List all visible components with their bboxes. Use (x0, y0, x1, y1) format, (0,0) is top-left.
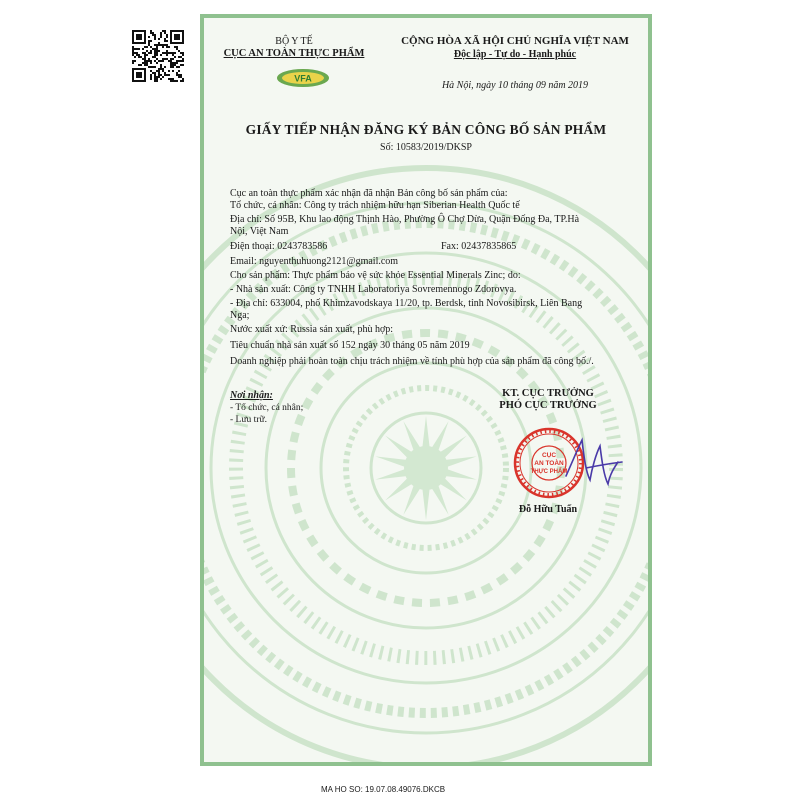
recipient-item: - Lưu trữ. (230, 415, 267, 425)
svg-text:AN TOÀN: AN TOÀN (534, 460, 564, 467)
signature-title-1: KT. CỤC TRƯỞNG (502, 388, 594, 399)
svg-text:CỤC: CỤC (541, 452, 557, 459)
recipient-item: - Tổ chức, cá nhân; (230, 403, 304, 413)
address-line-1: Địa chỉ: Số 95B, Khu lao động Thịnh Hào, Phường Ô Chợ Dừa, Quận Đống Đa, TP.Hà (230, 214, 580, 225)
manufacturer-address-line-2: Nga; (230, 310, 250, 321)
responsibility-line: Doanh nghiệp phải hoàn toàn chịu trách nhiệm về tính phù hợp của sản phẩm đã công bố./. (230, 356, 594, 367)
signature-title-2: PHÓ CỤC TRƯỞNG (499, 400, 597, 411)
signer-name: Đỗ Hữu Tuấn (518, 504, 578, 515)
vfa-logo-icon (276, 68, 330, 88)
place-date: Hà Nội, ngày 10 tháng 09 năm 2019 (441, 80, 589, 91)
dossier-code: MA HO SO: 19.07.08.49076.DKCB (321, 785, 446, 794)
intro-line: Cục an toàn thực phẩm xác nhận đã nhận Bản công bố sản phẩm của: (230, 188, 508, 199)
document-title: GIẤY TIẾP NHẬN ĐĂNG KÝ BẢN CÔNG BỐ SẢN PHẨM (245, 122, 607, 137)
fax-line: Fax: 02437835865 (441, 241, 517, 252)
country-name: CỘNG HÒA XÃ HỘI CHỦ NGHĨA VIỆT NAM (401, 35, 629, 47)
national-motto: Độc lập - Tự do - Hạnh phúc (453, 49, 577, 60)
email-line: Email: nguyenthuhuong2121@gmail.com (230, 256, 399, 267)
svg-text:VFA: VFA (294, 73, 312, 84)
origin-line: Nước xuất xứ: Russia sản xuất, phù hợp: (230, 324, 394, 335)
manufacturer-address-line-1: - Địa chỉ: 633004, phố Khimzavodskaya 11/20, tp. Berdsk, tỉnh Novosibirsk, Liên Bang (230, 298, 583, 309)
standard-line: Tiêu chuẩn nhà sản xuất số 152 ngày 30 tháng 05 năm 2019 (230, 340, 470, 351)
qr-code-icon (132, 30, 184, 82)
organization-line: Tổ chức, cá nhân: Công ty trách nhiệm hữu hạn Siberian Health Quốc tế (230, 200, 520, 211)
document-number: Số: 10583/2019/DKSP (380, 142, 472, 153)
recipients-label: Nơi nhận: (230, 390, 273, 401)
agency-name: CỤC AN TOÀN THỰC PHẨM (223, 48, 365, 59)
product-line: Cho sản phẩm: Thực phẩm bảo vệ sức khỏe Essential Minerals Zinc; do: (230, 270, 521, 281)
certificate-page (200, 14, 652, 766)
handwritten-signature-icon (556, 428, 636, 498)
svg-text:THỰC PHẨM: THỰC PHẨM (530, 469, 568, 475)
phone-line: Điện thoại: 0243783586 (230, 241, 328, 252)
address-line-2: Nội, Việt Nam (230, 226, 289, 237)
manufacturer-line: - Nhà sản xuất: Công ty TNHH Laboratoriya Sovremennogo Zdorovya. (230, 284, 517, 295)
ministry-name: BỘ Y TẾ (275, 36, 313, 47)
